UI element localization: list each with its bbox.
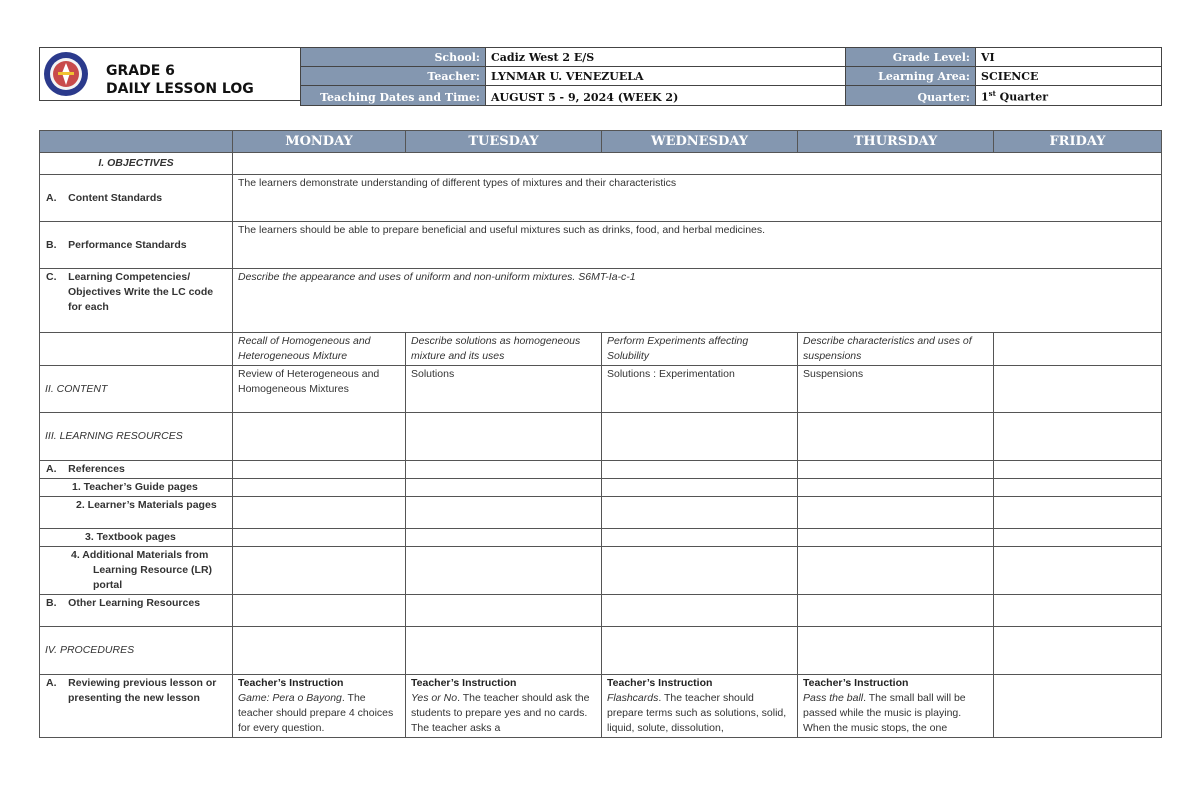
cell [602,547,798,595]
instruction-heading: Teacher’s Instruction [607,677,713,689]
day-header: FRIDAY [994,131,1162,153]
cell [406,595,602,627]
content-value: Suspensions [798,366,994,413]
review-cell [798,675,994,738]
additional-materials-row [40,547,1162,595]
cell [798,479,994,497]
title-line-1: GRADE 6 [106,63,175,79]
day-header: THURSDAY [798,131,994,153]
content-standards-row [40,175,1162,222]
objectives-cell [233,153,1162,175]
content-standards-value: The learners demonstrate understanding of different types of mixtures and their characteristics [233,175,1162,222]
cell [994,595,1162,627]
cell [994,627,1162,675]
content-label: II. CONTENT [40,366,233,413]
cell [602,595,798,627]
daily-objective: Describe characteristics and uses of suspensions [798,333,994,366]
content-standards-label: A. Content Standards [40,175,233,222]
cell [233,413,406,461]
daily-objective: Recall of Homogeneous and Heterogeneous Mixture [233,333,406,366]
quarter-number: 1 [981,91,989,104]
cell [233,627,406,675]
learning-area-label: Learning Area: [846,67,976,86]
review-row [40,675,1162,738]
daily-objectives-label-cell [40,333,233,366]
cell [233,461,406,479]
cell [406,461,602,479]
school-value: Cadiz West 2 E/S [486,48,846,67]
review-cell [602,675,798,738]
daily-objective: Describe solutions as homogeneous mixture and its uses [406,333,602,366]
quarter-word: Quarter [995,91,1049,104]
review-cell [406,675,602,738]
cell [406,547,602,595]
grade-level-value: VI [976,48,1162,67]
references-label: A. References [40,461,233,479]
activity-name: Yes or No [411,692,458,704]
activity-name: Game: Pera o Bayong [238,692,342,704]
teachers-guide-row [40,479,1162,497]
cell [406,413,602,461]
activity-text: . The small ball will be passed while the music is playing. When the music stops, the one [803,692,966,734]
cell [233,595,406,627]
document-title [106,62,254,98]
teachers-guide-label: 1. Teacher’s Guide pages [40,479,233,497]
cell [798,529,994,547]
cell [233,479,406,497]
competencies-label: C. Learning Competencies/ Objectives Write the LC code for each [40,269,233,333]
daily-objective [994,333,1162,366]
procedures-row [40,627,1162,675]
cell [233,547,406,595]
content-value: Solutions [406,366,602,413]
cell [602,627,798,675]
cell [994,413,1162,461]
content-value: Solutions : Experimentation [602,366,798,413]
cell [602,461,798,479]
activity-name: Pass the ball [803,692,864,704]
performance-standards-row [40,222,1162,269]
title-line-2: DAILY LESSON LOG [106,81,254,97]
competencies-value: Describe the appearance and uses of uniform and non-uniform mixtures. S6MT-Ia-c-1 [233,269,1162,333]
teacher-value: LYNMAR U. VENEZUELA [486,67,846,86]
cell [406,479,602,497]
other-resources-row [40,595,1162,627]
objectives-label: I. OBJECTIVES [40,153,233,175]
cell [798,627,994,675]
cell [798,461,994,479]
performance-standards-label: B. Performance Standards [40,222,233,269]
teacher-label: Teacher: [301,67,486,86]
cell [602,529,798,547]
cell [798,497,994,529]
daily-objectives-row [40,333,1162,366]
cell [602,479,798,497]
cell [798,413,994,461]
cell [602,497,798,529]
review-cell [233,675,406,738]
activity-text: . The teacher should ask the students to prepare yes and no cards. The teacher asks a [411,692,590,734]
day-header: MONDAY [233,131,406,153]
quarter-label: Quarter: [846,86,976,106]
cell [994,461,1162,479]
quarter-suffix: st [988,89,996,99]
review-cell [994,675,1162,738]
other-resources-label: B. Other Learning Resources [40,595,233,627]
cell [602,413,798,461]
cell [406,529,602,547]
quarter-value [976,86,1162,106]
learning-resources-row [40,413,1162,461]
cell [994,479,1162,497]
instruction-heading: Teacher’s Instruction [803,677,909,689]
activity-text: . The teacher should prepare terms such as solutions, solid, liquid, solute, dissolution, [607,692,787,734]
textbook-row [40,529,1162,547]
day-header: WEDNESDAY [602,131,798,153]
cell [994,529,1162,547]
daily-lesson-log-table [39,130,1162,738]
grade-level-label: Grade Level: [846,48,976,67]
review-label: A. Reviewing previous lesson or presenting the new lesson [40,675,233,738]
daily-objective: Perform Experiments affecting Solubility [602,333,798,366]
references-row [40,461,1162,479]
corner-cell [40,131,233,153]
activity-name: Flashcards [607,692,659,704]
cell [798,595,994,627]
teaching-dates-value: AUGUST 5 - 9, 2024 (WEEK 2) [486,86,846,106]
learning-area-value: SCIENCE [976,67,1162,86]
cell [233,497,406,529]
additional-materials-label: 4. Additional Materials from Learning Resource (LR) portal [40,547,233,595]
content-value: Review of Heterogeneous and Homogeneous Mixtures [233,366,406,413]
cell [406,497,602,529]
learners-materials-row [40,497,1162,529]
learning-resources-label: III. LEARNING RESOURCES [40,413,233,461]
day-header: TUESDAY [406,131,602,153]
instruction-heading: Teacher’s Instruction [411,677,517,689]
instruction-heading: Teacher’s Instruction [238,677,344,689]
cell [798,547,994,595]
school-label: School: [301,48,486,67]
cell [233,529,406,547]
objectives-row [40,153,1162,175]
cell [994,497,1162,529]
cell [406,627,602,675]
procedures-label: IV. PROCEDURES [40,627,233,675]
textbook-label: 3. Textbook pages [40,529,233,547]
performance-standards-value: The learners should be able to prepare beneficial and useful mixtures such as drinks, food, and herbal medicines. [233,222,1162,269]
content-row [40,366,1162,413]
activity-text: . The teacher should prepare 4 choices for every question. [238,692,394,734]
competencies-row [40,269,1162,333]
deped-seal-icon [43,51,89,97]
learners-materials-label: 2. Learner’s Materials pages [40,497,233,529]
teaching-dates-label: Teaching Dates and Time: [301,86,486,106]
header-info-table [300,47,1162,106]
day-header-row [40,131,1162,153]
content-value [994,366,1162,413]
cell [994,547,1162,595]
